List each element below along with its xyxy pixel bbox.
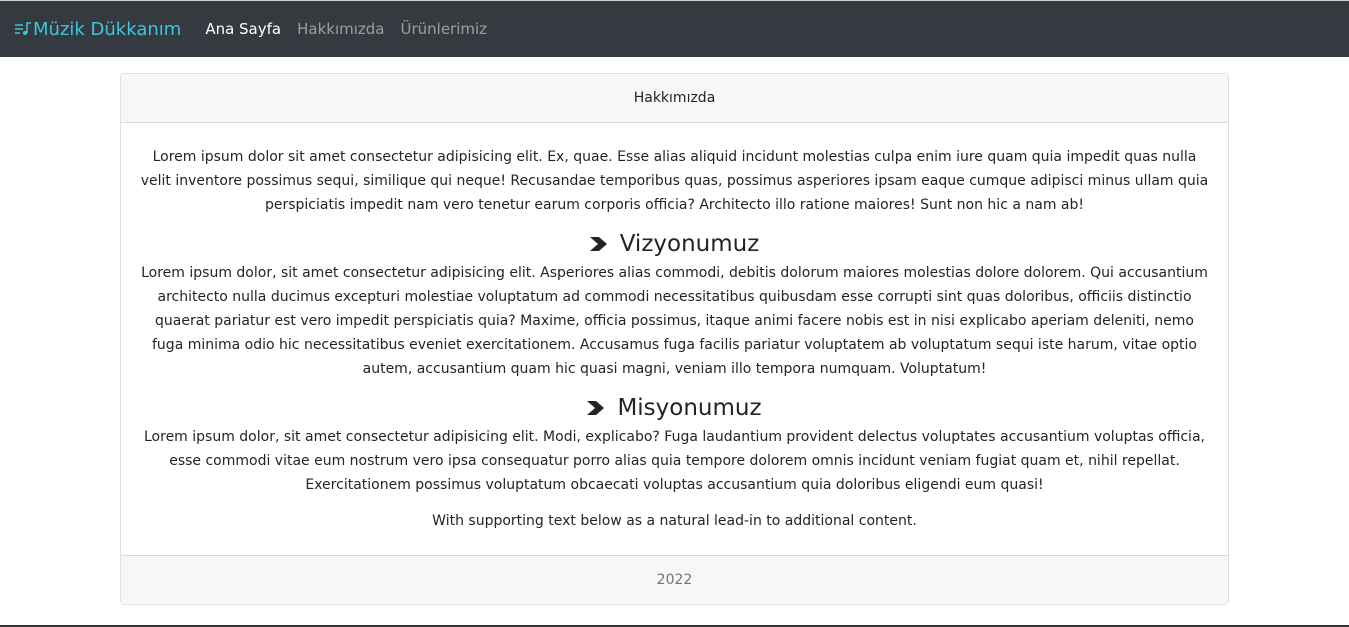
card-body	[121, 123, 1228, 555]
lead-text: With supporting text below as a natural lead-in to additional content.	[432, 513, 917, 529]
chevron-right-icon	[590, 237, 608, 251]
nav-link-products[interactable]: Ürünlerimiz	[400, 20, 488, 38]
chevron-right-icon	[587, 401, 605, 415]
card-header: Hakkımızda	[121, 74, 1228, 123]
mission-heading	[139, 393, 1210, 423]
nav-link-home[interactable]: Ana Sayfa	[205, 20, 282, 38]
vision-title: Vizyonumuz	[619, 231, 760, 257]
music-list-icon	[15, 22, 31, 36]
intro-text: Lorem ipsum dolor sit amet consectetur adipisicing elit. Ex, quae. Esse alias aliquid incidunt molestias culpa enim iure quam quia impedit quas nulla velit inventore possimus sequi, similique qui neque! Recusandae temporibus quas, possimus asperiores ipsam eaque cumque adipisci minus ullam quia perspiciatis impedit nam vero tenetur earum corporis officia? Architecto illo ratione maiores! Sunt non hic a nam ab!	[140, 149, 1209, 213]
card-footer: 2022	[121, 555, 1228, 604]
vision-text: Lorem ipsum dolor, sit amet consectetur adipisicing elit. Asperiores alias commodi, debitis dolorum maiores molestias dolore dolorem. Qui accusantium architecto nulla ducimus excepturi molestiae voluptatum ad commodi necessitatibus quibusdam esse corrupti sint quas doloribus, officiis distinctio quaerat pariatur est vero impedit perspiciatis quia? Maxime, officia possimus, itaque animi facere nobis est in nisi explicabo aperiam deleniti, nemo fuga minima odio hic necessitatibus eveniet exercitationem. Accusamus fuga facilis pariatur voluptatem ab voluptatum sequi iste harum, vitae optio autem, accusantium quam hic quasi magni, veniam illo tempora numquam. Voluptatum!	[141, 265, 1208, 377]
mission-text: Lorem ipsum dolor, sit amet consectetur adipisicing elit. Modi, explicabo? Fuga laudantium provident delectus voluptates accusantium voluptas officia, esse commodi vitae eum nostrum vero ipsa consequatur porro alias quia tempore dolorem omnis incidunt veniam fugiat quam et, nihil repellat. Exercitationem possimus voluptatum obcaecati voluptas accusantium quia doloribus eligendi eum quasi!	[144, 429, 1205, 493]
nav-link-about[interactable]: Hakkımızda	[297, 20, 385, 38]
about-card	[120, 73, 1229, 605]
brand-name: Müzik Dükkanım	[33, 18, 182, 40]
vision-heading	[139, 229, 1210, 259]
brand-link[interactable]	[15, 19, 181, 40]
navbar	[0, 1, 1349, 57]
mission-title: Misyonumuz	[617, 395, 762, 421]
